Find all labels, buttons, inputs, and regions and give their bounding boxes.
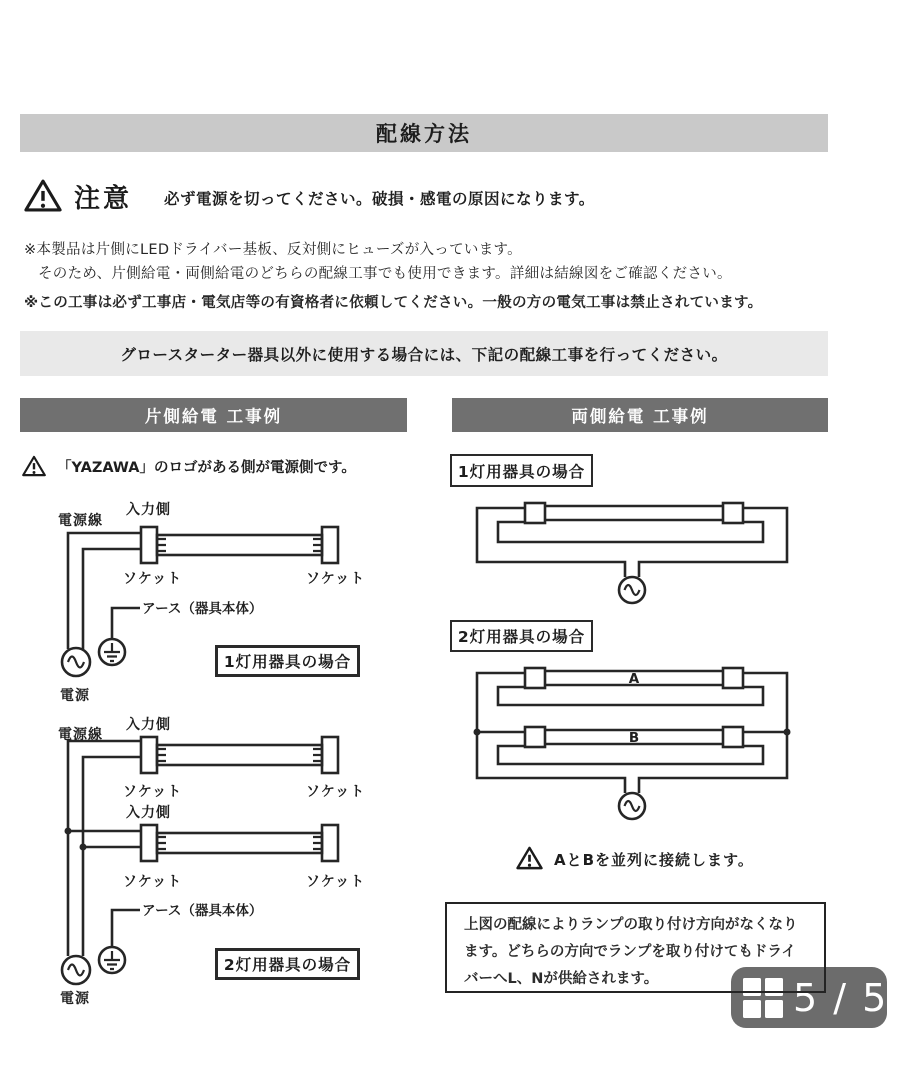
note-box-line: 上図の配線によりランプの取り付け方向がなくなり: [464, 917, 798, 933]
earth-lead: [112, 910, 140, 947]
socket-right-1: [322, 737, 338, 773]
socket-pins-2: [157, 837, 322, 849]
case-label-1-lamp-left: 1灯用器具の場合: [215, 645, 360, 677]
socket-left-label-2: ソケット: [123, 874, 183, 890]
input-side-label-1: 入力側: [126, 717, 171, 733]
lamp-tube: [157, 535, 322, 555]
section-header-one-side-feed: 片側給電 工事例: [20, 398, 407, 432]
tube-a-cap-left: [525, 668, 545, 688]
page-indicator: 5 / 5: [793, 975, 889, 1020]
socket-left: [141, 527, 157, 563]
socket-pins-right: [313, 539, 322, 551]
page-title: 配線方法: [20, 114, 828, 152]
tube-cap-left: [525, 503, 545, 523]
caution-row: [24, 176, 844, 218]
junction-dot: [474, 729, 481, 736]
diagram-both-side-feed-2-lamp: [440, 660, 828, 838]
note-product: ※本製品は片側にLEDドライバー基板、反対側にヒューズが入っています。: [24, 242, 522, 258]
logo-note-row: [22, 453, 422, 479]
lamp-b-label: B: [628, 730, 640, 746]
note-feed-types: そのため、片側給電・両側給電のどちらの配線工事でも使用できます。詳細は結線図をご確認ください。: [38, 266, 732, 282]
ac-source-icon: [62, 956, 90, 984]
lamp-tube-2: [157, 833, 322, 853]
socket-right-2: [322, 825, 338, 861]
tube-a-cap-right: [723, 668, 743, 688]
power-line-label: 電源線: [58, 513, 103, 529]
case-label-2-lamp-right: 2灯用器具の場合: [450, 620, 593, 652]
socket-left-label-1: ソケット: [123, 784, 183, 800]
junction-dot: [80, 844, 87, 851]
socket-left-1: [141, 737, 157, 773]
earth-label: アース（器具本体）: [142, 903, 263, 919]
socket-left-2: [141, 825, 157, 861]
ac-source-icon: [62, 648, 90, 676]
socket-right-label-2: ソケット: [306, 874, 366, 890]
input-side-label-2: 入力側: [126, 805, 171, 821]
lamp-tube: [545, 506, 723, 520]
power-label: 電源: [60, 688, 90, 704]
case-label-1-lamp-right: 1灯用器具の場合: [450, 454, 593, 487]
wire-live: [68, 533, 141, 649]
input-side-label: 入力側: [126, 502, 171, 518]
wiring-direction-note-box: [445, 902, 826, 993]
section-header-both-side-feed: 両側給電 工事例: [452, 398, 828, 432]
logo-note-text: 「YAZAWA」のロゴがある側が電源側です。: [57, 460, 356, 476]
earth-lead: [112, 608, 140, 639]
ac-source-icon: [619, 577, 645, 603]
power-label: 電源: [60, 991, 90, 1006]
socket-right-label: ソケット: [306, 571, 366, 587]
socket-left-label: ソケット: [123, 571, 183, 587]
warning-triangle-icon: [516, 846, 543, 870]
lamp-a-label: A: [628, 671, 640, 687]
socket-right: [322, 527, 338, 563]
parallel-note-text: AとBを並列に接続します。: [554, 851, 754, 869]
power-line-label: 電源線: [58, 727, 103, 743]
wire-inner-loop-b: [498, 746, 763, 764]
wire-live: [68, 741, 141, 956]
parallel-note-row: [516, 845, 836, 873]
wire-inner-loop: [498, 522, 763, 542]
earth-label: アース（器具本体）: [142, 601, 263, 617]
note-qualified-person: ※この工事は必ず工事店・電気店等の有資格者に依頼してください。一般の方の電気工事は禁止されています。: [24, 295, 763, 311]
ac-source-icon: [619, 793, 645, 819]
socket-pins-left: [157, 539, 166, 551]
wire-inner-loop-a: [498, 687, 763, 705]
note-box-line: バーへL、Nが供給されます。: [464, 971, 659, 987]
note-box-line: ます。どちらの方向でランプを取り付けてもドライ: [464, 944, 796, 960]
warning-triangle-icon: [24, 178, 62, 213]
junction-dot: [65, 828, 72, 835]
tube-b-cap-left: [525, 727, 545, 747]
diagram-both-side-feed-1-lamp: [440, 495, 828, 610]
tube-b-cap-right: [723, 727, 743, 747]
case-label-2-lamp-left: 2灯用器具の場合: [215, 948, 360, 980]
caution-heading: 注意: [74, 184, 133, 214]
junction-dot: [784, 729, 791, 736]
tube-cap-right: [723, 503, 743, 523]
socket-pins-1: [157, 749, 322, 761]
earth-ground-icon: [99, 947, 125, 973]
socket-right-label-1: ソケット: [306, 784, 366, 800]
lamp-tube-1: [157, 745, 322, 765]
earth-ground-icon: [99, 639, 125, 665]
caution-text: 必ず電源を切ってください。破損・感電の原因になります。: [164, 190, 595, 208]
instruction-bar: グロースターター器具以外に使用する場合には、下記の配線工事を行ってください。: [20, 331, 828, 376]
warning-triangle-icon: [22, 455, 46, 477]
